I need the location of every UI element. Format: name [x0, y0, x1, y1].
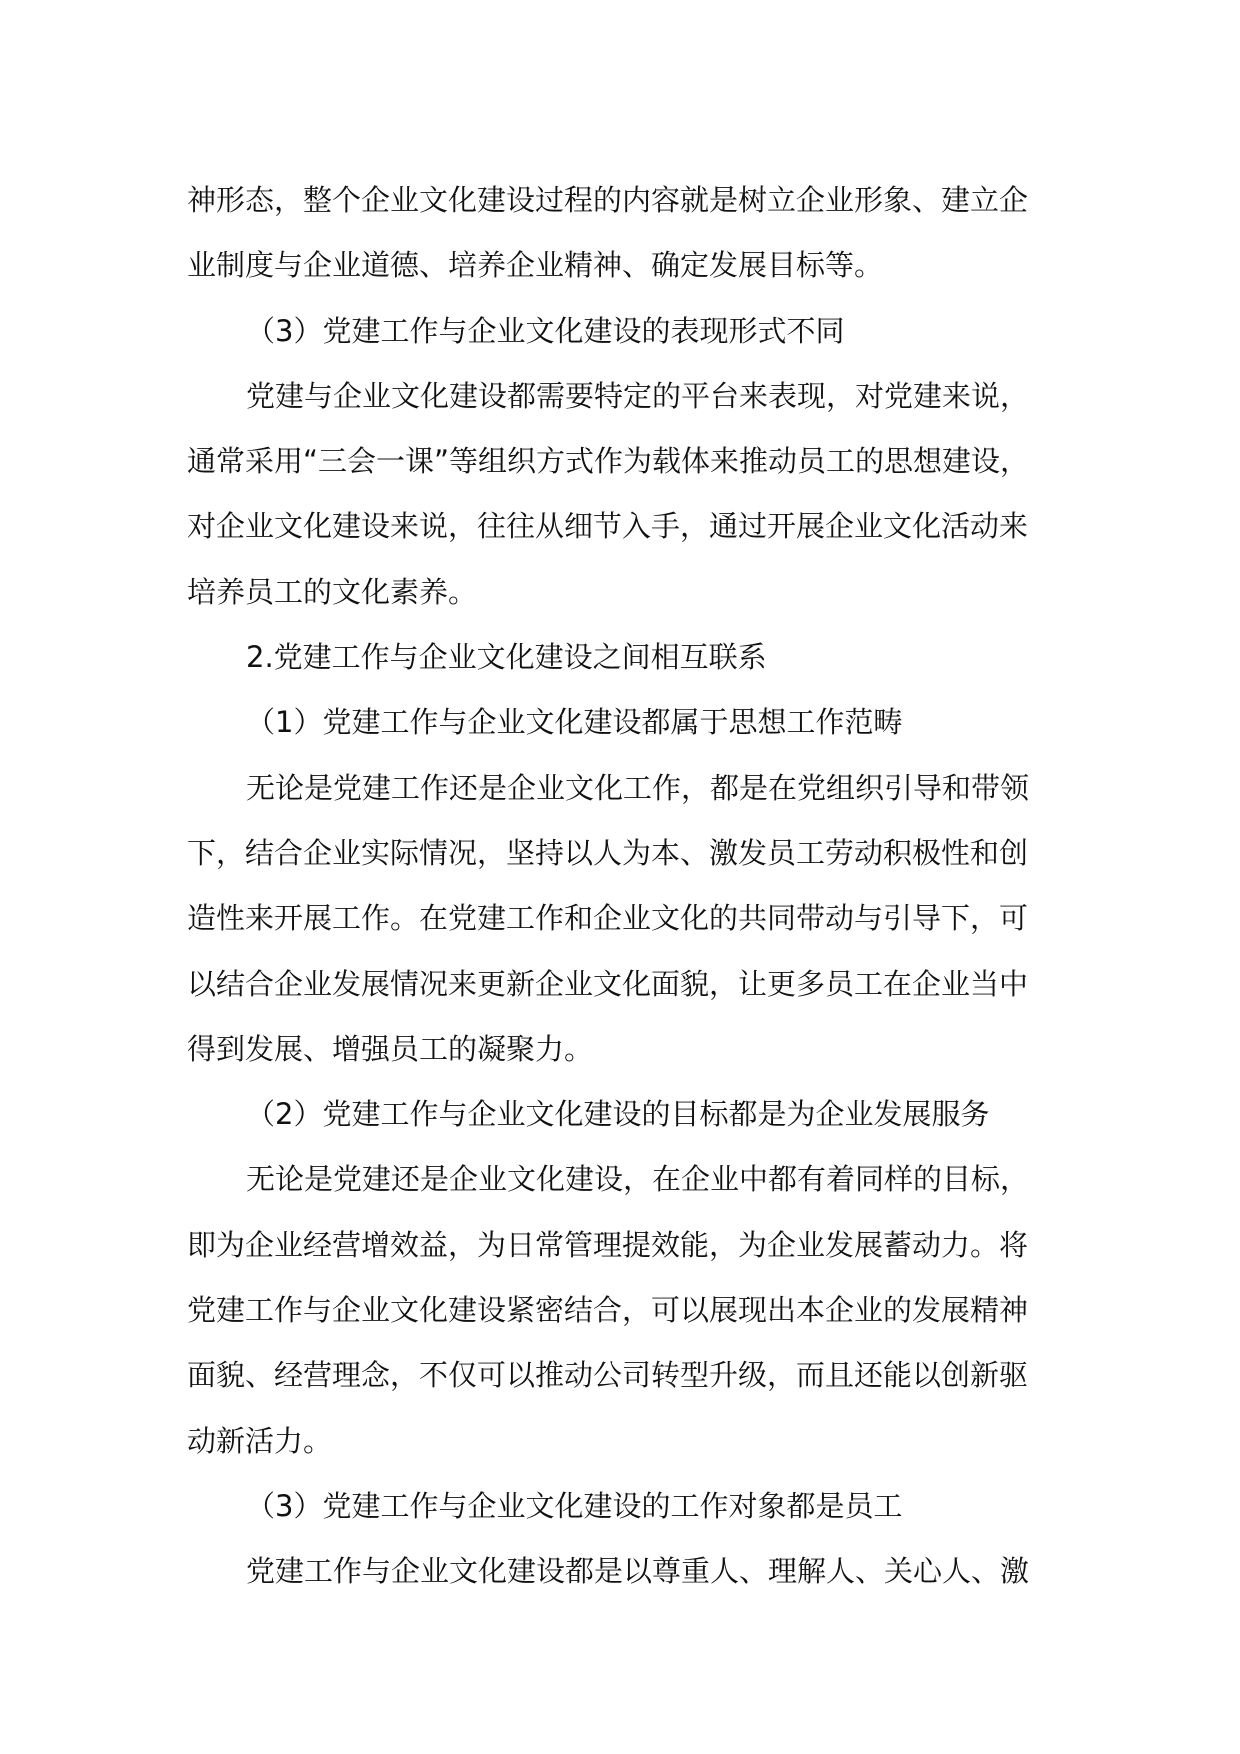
subsection-heading: （3）党建工作与企业文化建设的工作对象都是员工	[246, 1488, 903, 1523]
text-line: 业制度与企业道德、培养企业精神、确定发展目标等。	[187, 248, 884, 283]
text-line: 以结合企业发展情况来更新企业文化面貌，让更多员工在企业当中	[187, 966, 1029, 1001]
text-line: 培养员工的文化素养。	[187, 574, 478, 609]
subsection-heading: （1）党建工作与企业文化建设都属于思想工作范畴	[246, 705, 903, 740]
text-line: 通常采用“三会一课”等组织方式作为载体来推动员工的思想建设，	[187, 444, 1030, 479]
paragraph-start-line: 无论是党建工作还是企业文化工作，都是在党组织引导和带领	[246, 770, 1030, 805]
document-body	[187, 168, 1087, 1605]
paragraph-start-line: 党建与企业文化建设都需要特定的平台来表现，对党建来说，	[246, 378, 1030, 413]
text-line: 对企业文化建设来说，往往从细节入手，通过开展企业文化活动来	[187, 509, 1029, 544]
section-heading: 2.党建工作与企业文化建设之间相互联系	[246, 640, 767, 675]
subsection-heading: （2）党建工作与企业文化建设的目标都是为企业发展服务	[246, 1097, 990, 1132]
paragraph-start-line: 党建工作与企业文化建设都是以尊重人、理解人、关心人、激	[246, 1554, 1030, 1589]
text-line: 即为企业经营增效益，为日常管理提效能，为企业发展蓄动力。将	[187, 1227, 1029, 1262]
paragraph-start-line: 无论是党建还是企业文化建设，在企业中都有着同样的目标，	[246, 1162, 1030, 1197]
text-line: 动新活力。	[187, 1423, 333, 1458]
text-line: 得到发展、增强员工的凝聚力。	[187, 1031, 594, 1066]
subsection-heading: （3）党建工作与企业文化建设的表现形式不同	[246, 313, 845, 348]
text-line: 党建工作与企业文化建设紧密结合，可以展现出本企业的发展精神	[187, 1293, 1029, 1328]
text-line: 造性来开展工作。在党建工作和企业文化的共同带动与引导下，可	[187, 901, 1029, 936]
text-line: 面貌、经营理念，不仅可以推动公司转型升级，而且还能以创新驱	[187, 1358, 1029, 1393]
text-line: 神形态，整个企业文化建设过程的内容就是树立企业形象、建立企	[187, 183, 1029, 217]
text-line: 下，结合企业实际情况，坚持以人为本、激发员工劳动积极性和创	[187, 835, 1029, 870]
